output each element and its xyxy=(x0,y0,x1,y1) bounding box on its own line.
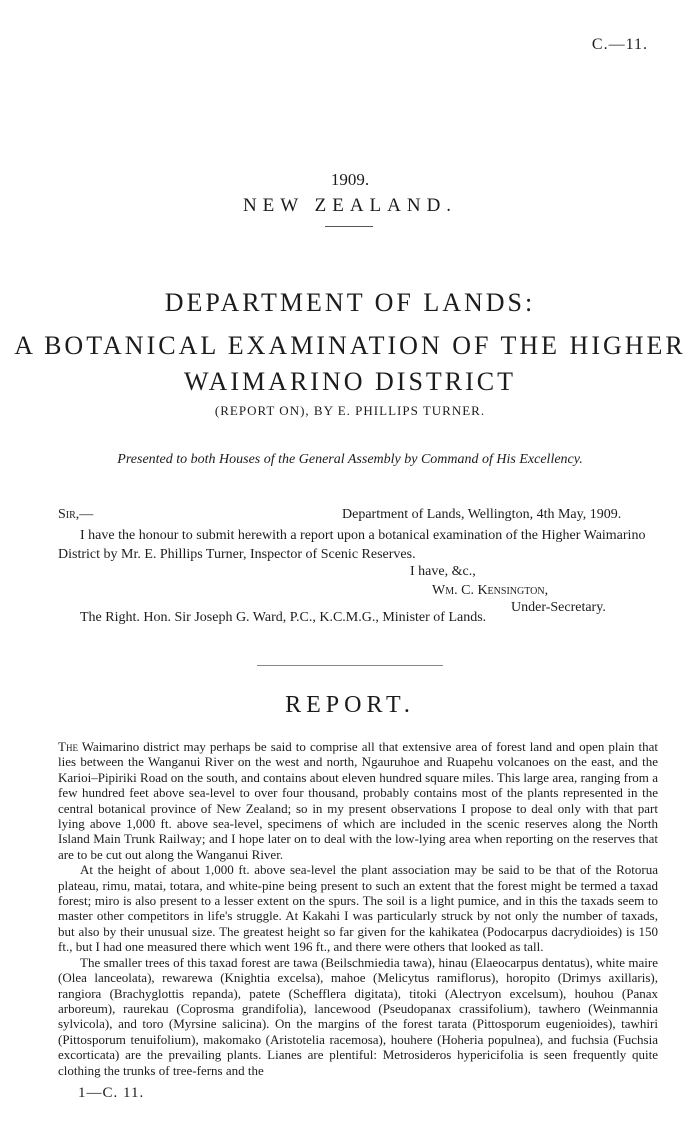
country-heading: NEW ZEALAND. xyxy=(242,195,458,216)
signature-name: Wm. C. Kensington, xyxy=(432,583,549,598)
report-author-line: (REPORT ON), BY E. PHILLIPS TURNER. xyxy=(214,403,486,418)
paragraph-1 xyxy=(58,739,658,862)
divider xyxy=(325,226,373,227)
report-title-line-1: A BOTANICAL EXAMINATION OF THE HIGHER xyxy=(14,331,686,360)
paragraph-3: The smaller trees of this taxad forest are tawa (Beilschmiedia tawa), hinau (Elaeocarpus dentatus), white maire (Olea lanceolata), rewarewa (Knightia excelsa), mahoe (Melicytus ramiflorus), horopito (Drimys axillaris), rangiora (Brachyglottis repanda), patete (Schefflera digitata), titoki (Alectryon excelsum), houhou (Panax arboreum), raurekau (Coprosma grandifolia), lancewood (Pseudopanax crassifolium), tawhero (Weinmannia sylvicola), and toro (Myrsine salicina). On the margins of the forest tarata (Pittosporum eugenioides), tawhiri (Pittosporum tenuifolium), makomako (Aristotelia racemosa), houhere (Hoheria populnea), and fuchsia (Fuchsia excorticata) are the prevailing plants. Lianes are plentiful: Metrosideros hypericifolia is seen frequently quite clothing the trunks of tree-ferns and the xyxy=(58,954,658,1078)
footer-page-reference: 1—C. 11. xyxy=(78,1085,145,1101)
section-divider xyxy=(257,665,443,666)
page-reference: C.—11. xyxy=(591,36,648,53)
report-body xyxy=(58,739,658,1078)
year: 1909. xyxy=(330,170,370,189)
letter-addressee: The Right. Hon. Sir Joseph G. Ward, P.C., K.C.M.G., Minister of Lands. xyxy=(80,610,487,625)
signature-title: Under-Secretary. xyxy=(511,600,606,615)
presentation-note: Presented to both Houses of the General Assembly by Command of His Excellency. xyxy=(117,452,583,467)
letter-closing: I have, &c., xyxy=(410,564,476,579)
paragraph-2: At the height of about 1,000 ft. above sea-level the plant association may be said to be that of the Rotorua plateau, rimu, matai, totara, and white-pine being present to such an extent that the forest might be termed a taxad forest; miro is also present to a lesser extent on the spurs. The soil is a light pumice, and in this the taxads seem to master other competitors in life's struggle. At Kakahi I was particularly struck by not only the number of taxads, but also by their unusual size. The greatest height so far given for the kahikatea (Podocarpus dacrydioides) is 150 ft., but I had one measured there which went 196 ft., and there were others that looked as tall. xyxy=(58,862,658,955)
report-heading: REPORT. xyxy=(285,692,415,718)
letter-body: I have the honour to submit herewith a report upon a botanical examination of the Higher Waimarino District by Mr. E. Phillips Turner, Inspector of Scenic Reserves. xyxy=(58,528,646,562)
letter-date-line: Department of Lands, Wellington, 4th May, 1909. xyxy=(342,507,622,522)
department-title: DEPARTMENT OF LANDS: xyxy=(164,288,536,317)
paragraph-lead-word: The xyxy=(58,739,78,754)
report-title-line-2: WAIMARINO DISTRICT xyxy=(183,367,517,396)
letter-salutation: Sir,— xyxy=(58,507,94,522)
paragraph-1-text: Waimarino district may perhaps be said to comprise all that extensive area of forest land and open plain that lies between the Wanganui River on the west and north, Ngauruhoe and Ruapehu volcanoes on the east, and the Karioi–Pipiriki Road on the south, and contains about eleven hundred square miles. This large area, ranging from a few hundred feet above sea-level to over four thousand, probably contains most of the plants represented in the central botanical province of New Zealand; so in my present observations I propose to deal only with that part lying above 1,000 ft. above sea-level, specimens of which are included in the scenic reserves along the North Island Main Trunk Railway; and I hope later on to deal with the low-lying area when reporting on the reserves that are to be cut out along the Wanganui River. xyxy=(58,739,658,862)
